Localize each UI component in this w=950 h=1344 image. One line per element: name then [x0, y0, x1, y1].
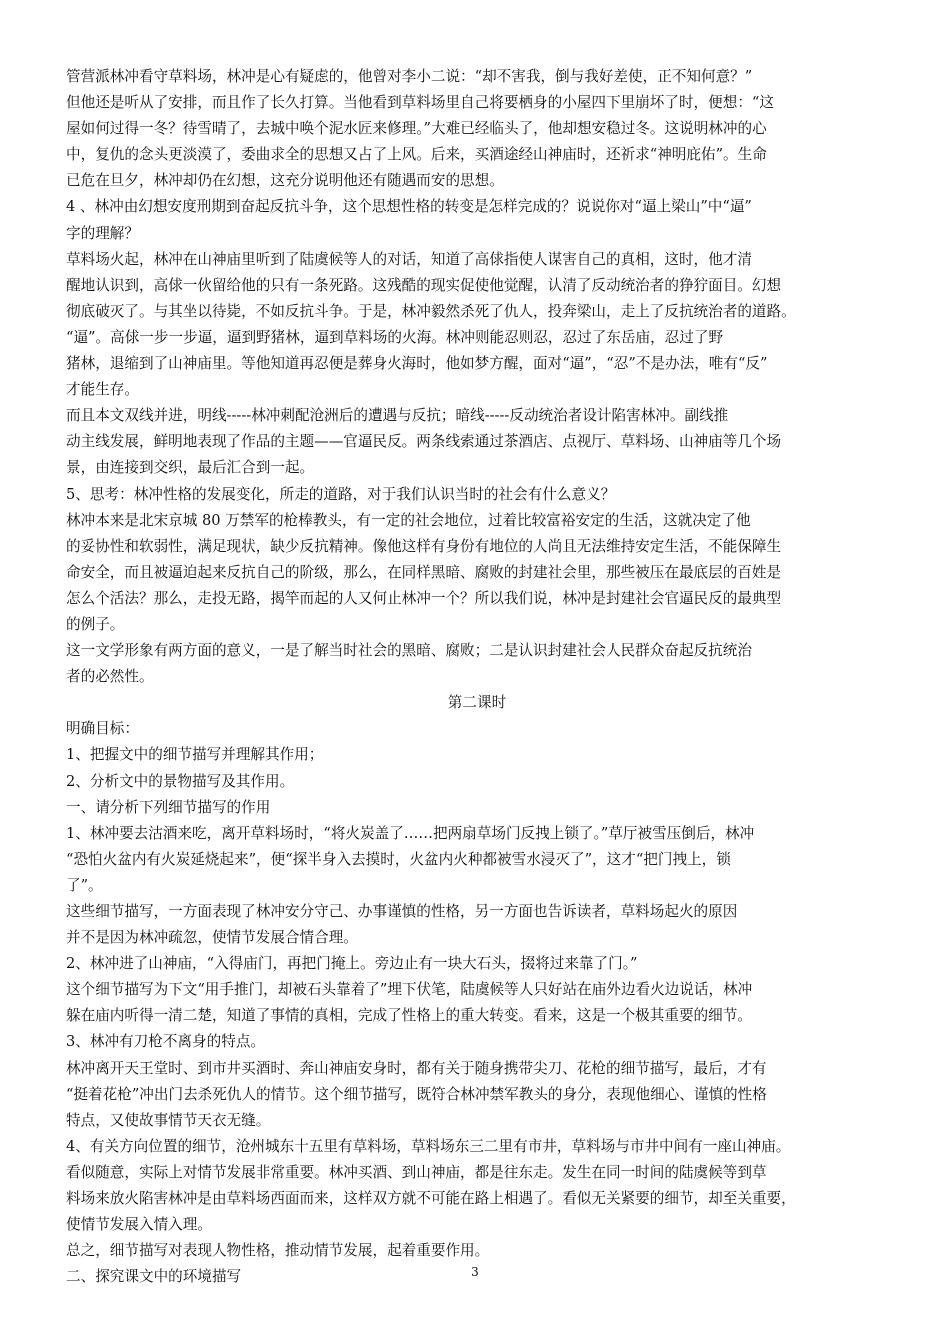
text-line: 怎么个活法？那么，走投无路，揭竿而起的人又何止林冲一个？所以我们说，林冲是封建社会官逼民反的最典型: [66, 589, 782, 607]
text-line: 这一文学形象有两方面的意义，一是了解当时社会的黑暗、腐败；二是认识封建社会人民群众奋起反抗统治: [66, 642, 752, 660]
text-line: 屋如何过得一冬？待雪晴了，去城中唤个泥水匠来修理。”大难已经临头了，他却想安稳过冬。这说明林冲的心: [66, 120, 767, 138]
text-line: 料场来放火陷害林冲是由草料场西面而来，这样双方就不可能在路上相遇了。看似无关紧要的细节，却至关重要，: [66, 1190, 796, 1208]
text-line: 的妥协性和软弱性，满足现状，缺少反抗精神。像他这样有身份有地位的人尚且无法维持安定生活，不能保障生: [66, 537, 782, 555]
text-line: 而且本文双线并进，明线-----林冲刺配沧洲后的遭遇与反抗；暗线-----反动统治者设计陷害林冲。副线推: [66, 407, 729, 425]
text-line: 醒地认识到，高俅一伙留给他的只有一条死路。这残酷的现实促使他觉醒，认清了反动统治者的狰狞面目。幻想: [66, 276, 782, 294]
text-line: 了”。: [66, 876, 103, 894]
text-line: 5、思考：林冲性格的发展变化，所走的道路，对于我们认识当时的社会有什么意义？: [66, 485, 616, 503]
text-line: 林冲离开天王堂时、到市井买酒时、奔山神庙安身时，都有关于随身携带尖刀、花枪的细节描写，最后，才有: [66, 1059, 767, 1077]
text-line: 但他还是听从了安排，而且作了长久打算。当他看到草料场里自己将要栖身的小屋四下里崩坏了时，便想：“这: [66, 94, 774, 112]
text-line: 者的必然性。: [66, 668, 154, 686]
text-line: 2、林冲进了山神庙，“入得庙门，再把门掩上。旁边止有一块大石头，掇将过来靠了门。”: [66, 955, 638, 973]
text-line: 管营派林冲看守草料场，林冲是心有疑虑的，他曾对李小二说：“却不害我，倒与我好差使，正不知何意？”: [66, 68, 753, 85]
text-line: “恐怕火盆内有火炭延烧起来”，便“探半身入去摸时，火盆内火种都被雪水浸灭了”，这才“把门拽上，锁: [66, 850, 731, 868]
text-line: 2、分析文中的景物描写及其作用。: [66, 772, 295, 790]
text-line: “逼”。高俅一步一步逼，逼到野猪林，逼到草料场的火海。林冲则能忍则忍，忍过了东岳庙，忍过了野: [66, 328, 724, 346]
text-line: 林冲本来是北宋京城 80 万禁军的枪棒教头，有一定的社会地位，过着比较富裕安定的生活，这就决定了他: [66, 511, 751, 529]
document-body: [66, 64, 888, 1290]
text-line: 景，由连接到交织，最后汇合到一起。: [66, 459, 315, 477]
text-line: 彻底破灭了。与其坐以待毙，不如反抗斗争。于是，林冲毅然杀死了仇人，投奔梁山，走上了反抗统治者的道路。: [66, 302, 796, 320]
text-line: 躲在庙内听得一清二楚，知道了事情的真相，完成了性格上的重大转变。看来，这是一个极其重要的细节。: [66, 1007, 752, 1025]
text-line: 并不是因为林冲疏忽，使情节发展合情合理。: [66, 929, 358, 947]
text-line: 总之，细节描写对表现人物性格，推动情节发展，起着重要作用。: [66, 1242, 490, 1260]
text-line: 草料场火起，林冲在山神庙里听到了陆虞候等人的对话，知道了高俅指使人谋害自己的真相，这时，他才清: [66, 250, 752, 268]
text-line: 中，复仇的念头更淡漠了，委曲求全的思想又占了上风。后来，买酒途经山神庙时，还祈求“神明庇佑”。生命: [66, 146, 767, 164]
text-line: 使情节发展入情入理。: [66, 1216, 212, 1234]
text-line: 看似随意，实际上对情节发展非常重要。林冲买酒、到山神庙，都是往东走。发生在同一时间的陆虞候等到草: [66, 1163, 767, 1181]
text-line: 猪林，退缩到了山神庙里。等他知道再忍便是葬身火海时，他如梦方醒，面对“逼”，“忍”不是办法，唯有“反”: [66, 355, 768, 373]
text-line: 明确目标：: [66, 720, 139, 738]
text-line: 特点，又使故事情节天衣无缝。: [66, 1111, 271, 1129]
text-line: 才能生存。: [66, 381, 139, 399]
text-line: 的例子。: [66, 615, 125, 633]
text-line: 这些细节描写，一方面表现了林冲安分守己、办事谨慎的性格，另一方面也告诉读者，草料场起火的原因: [66, 903, 738, 920]
text-line: 一、请分析下列细节描写的作用: [66, 798, 271, 816]
text-line: 1、把握文中的细节描写并理解其作用；: [66, 746, 324, 764]
text-line: 二、探究课文中的环境描写: [66, 1268, 242, 1286]
text-line: “挺着花枪”冲出门去杀死仇人的情节。这个细节描写，既符合林冲禁军教头的身分，表现他细心、谨慎的性格: [66, 1085, 767, 1103]
text-line: 命安全，而且被逼迫起来反抗自己的阶级，那么，在同样黑暗、腐败的封建社会里，那些被压在最底层的百姓是: [66, 563, 782, 581]
page-number: 3: [471, 1265, 479, 1279]
text-line: 1、林冲要去沽酒来吃，离开草料场时，“将火炭盖了……把两扇草场门反拽上锁了。”草厅被雪压倒后，林冲: [66, 824, 755, 842]
text-line: 4 、林冲由幻想安度刑期到奋起反抗斗争，这个思想性格的转变是怎样完成的？说说你对“逼上梁山”中“逼”: [66, 198, 752, 216]
text-line: 动主线发展，鲜明地表现了作品的主题——官逼民反。两条线索通过茶酒店、点视厅、草料场、山神庙等几个场: [66, 433, 782, 451]
text-line: 3、林冲有刀枪不离身的特点。: [66, 1033, 266, 1051]
section-heading: 第二课时: [447, 694, 507, 712]
text-line: 4、有关方向位置的细节，沧州城东十五里有草料场，草料场东三二里有市井，草料场与市井中间有一座山神庙。: [66, 1137, 791, 1155]
text-line: 这个细节描写为下文“用手推门，却被石头靠着了”埋下伏笔，陆虞候等人只好站在庙外边看火边说话，林冲: [66, 981, 753, 999]
text-line: 字的理解？: [66, 224, 139, 242]
text-line: 已危在旦夕，林冲却仍在幻想，这充分说明他还有随遇而安的思想。: [66, 172, 504, 190]
